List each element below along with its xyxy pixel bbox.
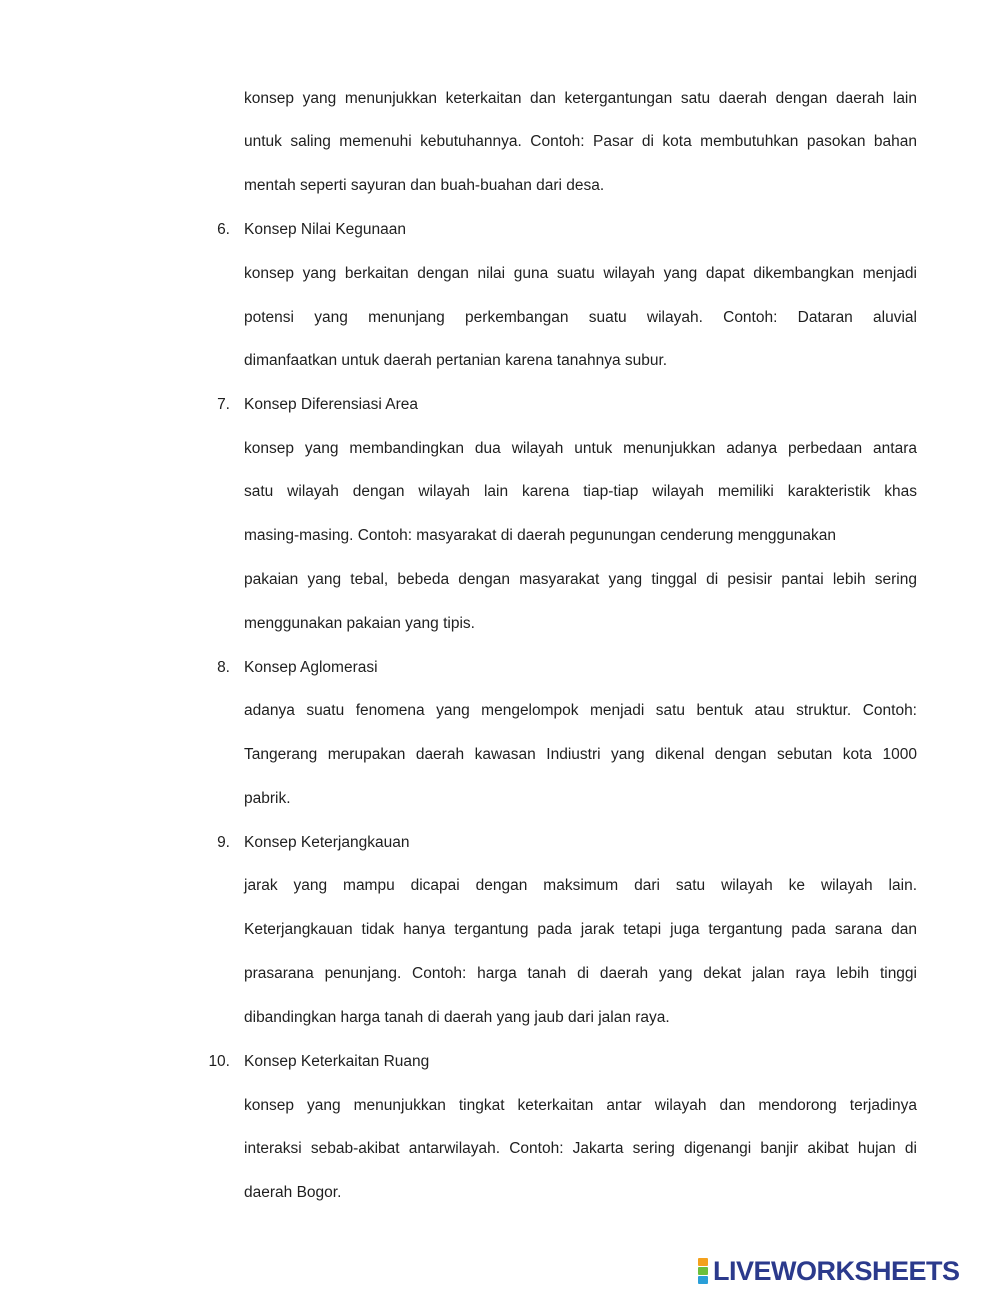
item-8-line-1: adanya suatu fenomena yang mengelompok menjadi satu bentuk atau struktur. Contoh: xyxy=(244,702,917,719)
item-8-number: 8. xyxy=(217,659,230,676)
item-9-number: 9. xyxy=(217,834,230,851)
intro-line-2: untuk saling memenuhi kebutuhannya. Contoh: Pasar di kota membutuhkan pasokan bahan xyxy=(244,133,917,150)
item-10-number: 10. xyxy=(208,1053,230,1070)
item-7-line-5: menggunakan pakaian yang tipis. xyxy=(244,615,475,632)
item-10-line-1: konsep yang menunjukkan tingkat keterkaitan antar wilayah dan mendorong terjadinya xyxy=(244,1097,917,1114)
item-7-number: 7. xyxy=(217,396,230,413)
item-7-line-2: satu wilayah dengan wilayah lain karena tiap-tiap wilayah memiliki karakteristik khas xyxy=(244,483,917,500)
item-10-line-3: daerah Bogor. xyxy=(244,1184,342,1201)
item-6-line-2: potensi yang menunjang perkembangan suatu wilayah. Contoh: Dataran aluvial xyxy=(244,309,917,326)
item-7-title: Konsep Diferensiasi Area xyxy=(244,396,419,413)
liveworksheets-logo xyxy=(698,1253,960,1289)
item-9-line-4: dibandingkan harga tanah di daerah yang jaub dari jalan raya. xyxy=(244,1009,670,1026)
item-7-line-3: masing-masing. Contoh: masyarakat di daerah pegunungan cenderung menggunakan xyxy=(244,527,836,544)
logo-block-orange xyxy=(698,1258,708,1266)
logo-block-green xyxy=(698,1267,708,1275)
intro-line-1: konsep yang menunjukkan keterkaitan dan ketergantungan satu daerah dengan daerah lain xyxy=(244,90,917,107)
item-6-line-3: dimanfaatkan untuk daerah pertanian karena tanahnya subur. xyxy=(244,352,668,369)
intro-line-3: mentah seperti sayuran dan buah-buahan dari desa. xyxy=(244,177,605,194)
logo-block-blue xyxy=(698,1276,708,1284)
item-9-line-3: prasarana penunjang. Contoh: harga tanah di daerah yang dekat jalan raya lebih tinggi xyxy=(244,965,917,982)
item-9-title: Konsep Keterjangkauan xyxy=(244,834,410,851)
liveworksheets-logo-icon xyxy=(698,1258,708,1284)
item-6-title: Konsep Nilai Kegunaan xyxy=(244,221,407,238)
item-10-line-2: interaksi sebab-akibat antarwilayah. Contoh: Jakarta sering digenangi banjir akibat hujan di xyxy=(244,1140,917,1157)
item-9-line-1: jarak yang mampu dicapai dengan maksimum dari satu wilayah ke wilayah lain. xyxy=(244,877,917,894)
liveworksheets-logo-text: LIVEWORKSHEETS xyxy=(713,1255,960,1286)
item-6-line-1: konsep yang berkaitan dengan nilai guna suatu wilayah yang dapat dikembangkan menjadi xyxy=(244,265,917,282)
item-7-line-4: pakaian yang tebal, bebeda dengan masyarakat yang tinggal di pesisir pantai lebih sering xyxy=(244,571,917,588)
item-8-line-3: pabrik. xyxy=(244,790,291,807)
item-8-line-2: Tangerang merupakan daerah kawasan Indiustri yang dikenal dengan sebutan kota 1000 xyxy=(244,746,917,763)
item-8-title: Konsep Aglomerasi xyxy=(244,659,378,676)
item-7-line-1: konsep yang membandingkan dua wilayah untuk menunjukkan adanya perbedaan antara xyxy=(244,440,917,457)
item-6-number: 6. xyxy=(217,221,230,238)
item-9-line-2: Keterjangkauan tidak hanya tergantung pada jarak tetapi juga tergantung pada sarana dan xyxy=(244,921,917,938)
item-10-title: Konsep Keterkaitan Ruang xyxy=(244,1053,430,1070)
